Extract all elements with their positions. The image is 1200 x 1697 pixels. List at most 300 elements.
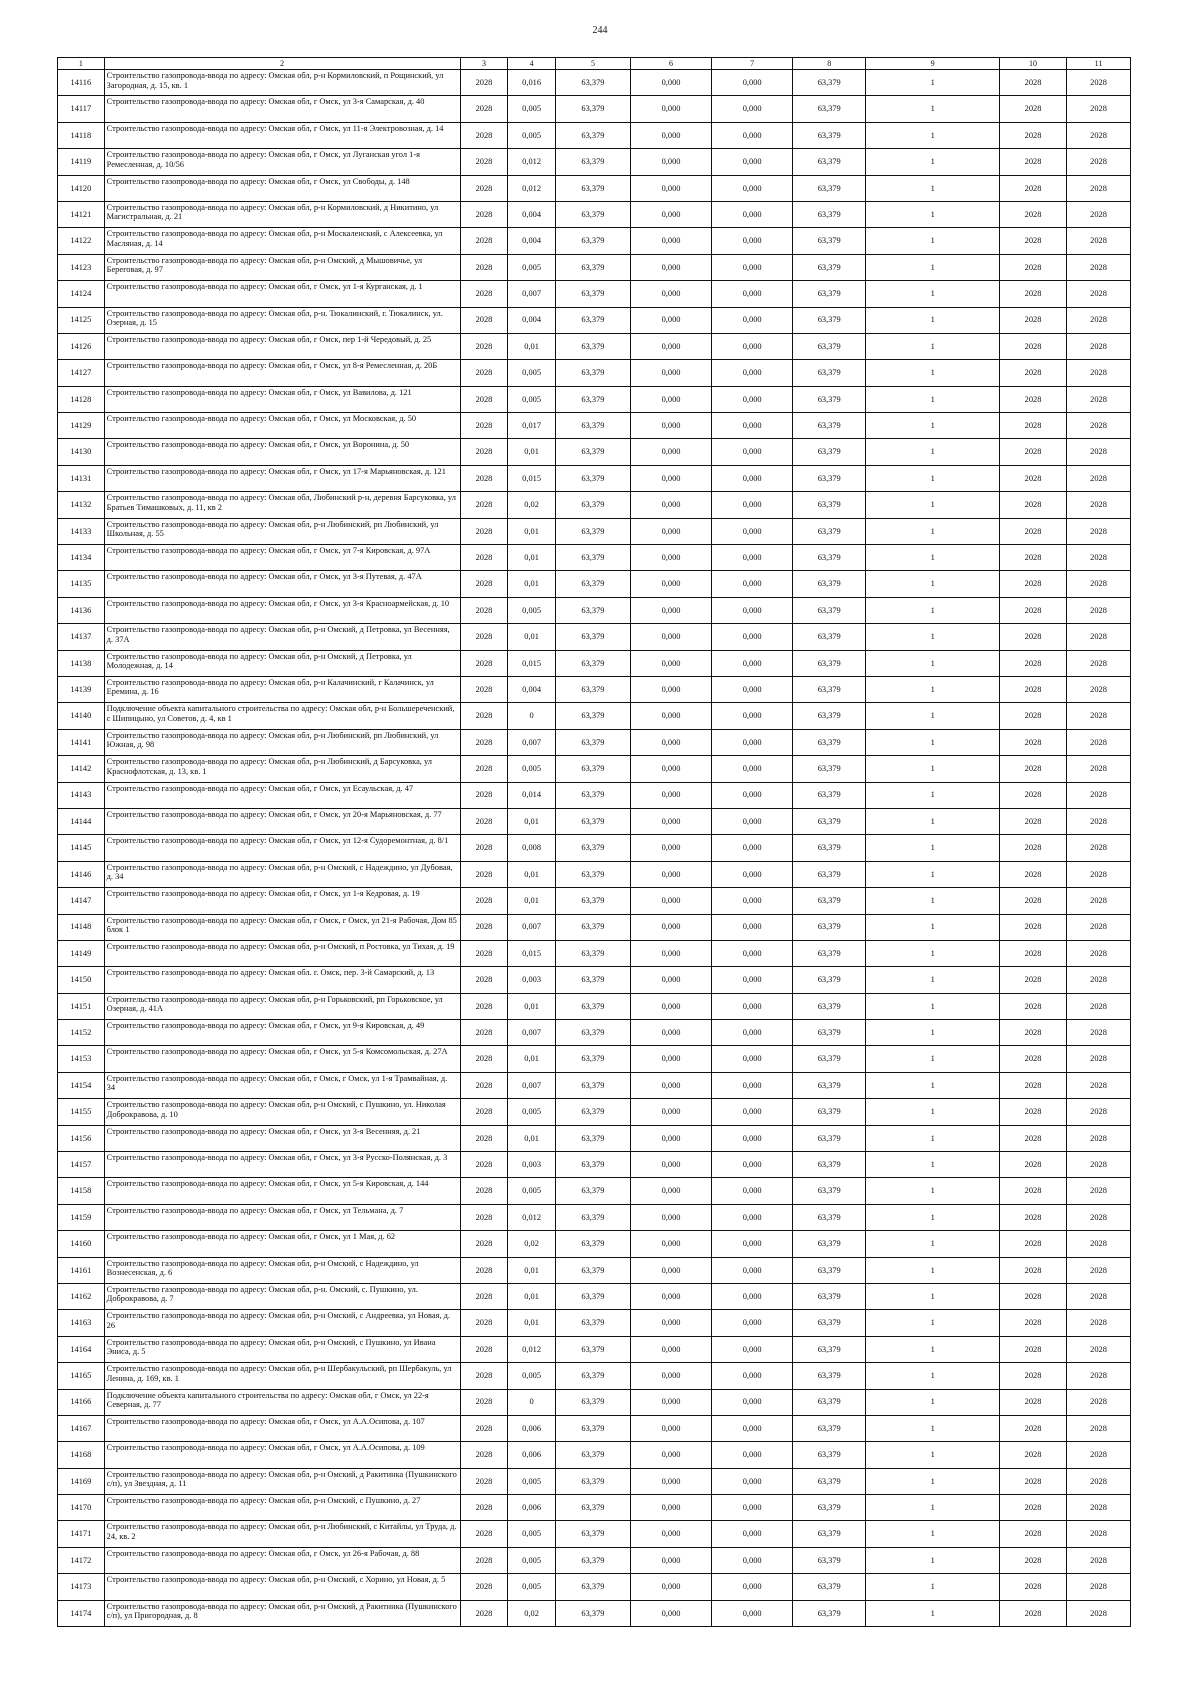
value-cell: 2028: [460, 1152, 508, 1178]
row-number-cell: 14133: [58, 518, 105, 544]
value-cell: 2028: [460, 96, 508, 122]
value-cell: 1: [866, 413, 1000, 439]
value-cell: 63,379: [555, 729, 630, 755]
value-cell: 0,000: [630, 545, 711, 571]
value-cell: 2028: [1067, 1363, 1131, 1389]
value-cell: 63,379: [793, 1231, 866, 1257]
row-number-cell: 14124: [58, 281, 105, 307]
value-cell: 0,007: [508, 1020, 556, 1046]
value-cell: 0,000: [630, 386, 711, 412]
value-cell: 1: [866, 122, 1000, 148]
value-cell: 63,379: [793, 1099, 866, 1125]
value-cell: 0,007: [508, 914, 556, 940]
description-cell: Строительство газопровода-ввода по адресу: Омская обл, р-н Любинский, рп Любинский, ул Школьная, д. 55: [104, 518, 460, 544]
value-cell: 0,008: [508, 835, 556, 861]
table-row: [58, 1389, 1131, 1415]
table-row: [58, 386, 1131, 412]
value-cell: 63,379: [555, 254, 630, 280]
value-cell: 1: [866, 1046, 1000, 1072]
value-cell: 0,02: [508, 1600, 556, 1626]
value-cell: 0,000: [630, 175, 711, 201]
value-cell: 0,000: [630, 439, 711, 465]
value-cell: 2028: [1000, 624, 1067, 650]
value-cell: 63,379: [793, 1178, 866, 1204]
value-cell: 2028: [1067, 1072, 1131, 1098]
value-cell: 1: [866, 281, 1000, 307]
value-cell: 2028: [1067, 1204, 1131, 1230]
value-cell: 0,000: [712, 1389, 793, 1415]
value-cell: 0,000: [712, 492, 793, 518]
value-cell: 0,005: [508, 1574, 556, 1600]
value-cell: 63,379: [555, 1257, 630, 1283]
value-cell: 63,379: [793, 360, 866, 386]
value-cell: 0,000: [630, 281, 711, 307]
description-cell: Строительство газопровода-ввода по адресу: Омская обл, р-н Омский, д Мышовичье, ул Береговая, д. 97: [104, 254, 460, 280]
value-cell: 2028: [460, 1178, 508, 1204]
value-cell: 2028: [460, 228, 508, 254]
value-cell: 63,379: [793, 1152, 866, 1178]
value-cell: 2028: [460, 1046, 508, 1072]
row-number-cell: 14172: [58, 1547, 105, 1573]
value-cell: 1: [866, 1257, 1000, 1283]
table-row: [58, 518, 1131, 544]
value-cell: 2028: [460, 333, 508, 359]
value-cell: 2028: [1000, 1072, 1067, 1098]
value-cell: 2028: [1000, 1574, 1067, 1600]
description-cell: Строительство газопровода-ввода по адресу: Омская обл, р-н Кормиловский, п Рощинский, ул Загородная, д. 15, кв. 1: [104, 70, 460, 96]
row-number-cell: 14125: [58, 307, 105, 333]
value-cell: 2028: [1000, 281, 1067, 307]
value-cell: 0,004: [508, 676, 556, 702]
value-cell: 2028: [1000, 1178, 1067, 1204]
value-cell: 0,01: [508, 1125, 556, 1151]
value-cell: 2028: [1000, 808, 1067, 834]
value-cell: 2028: [1067, 439, 1131, 465]
value-cell: 0,000: [712, 1415, 793, 1441]
value-cell: 2028: [1000, 1152, 1067, 1178]
value-cell: 0,012: [508, 1336, 556, 1362]
value-cell: 0,000: [712, 835, 793, 861]
value-cell: 1: [866, 1178, 1000, 1204]
description-cell: Подключение объекта капитального строительства по адресу: Омская обл, р-н Большереченский, с Шипицыно, ул Советов, д. 4, кв 1: [104, 703, 460, 729]
description-cell: Строительство газопровода-ввода по адресу: Омская обл, р-н. Тюкалинский, г. Тюкалинск, ул. Озерная, д. 15: [104, 307, 460, 333]
value-cell: 0,005: [508, 1178, 556, 1204]
value-cell: 2028: [1000, 729, 1067, 755]
value-cell: 0,000: [712, 1547, 793, 1573]
table-row: [58, 1125, 1131, 1151]
value-cell: 63,379: [555, 1099, 630, 1125]
value-cell: 2028: [1067, 624, 1131, 650]
value-cell: 2028: [460, 439, 508, 465]
value-cell: 63,379: [555, 96, 630, 122]
value-cell: 0,000: [630, 1204, 711, 1230]
row-number-cell: 14140: [58, 703, 105, 729]
value-cell: 63,379: [793, 914, 866, 940]
value-cell: 0,000: [712, 967, 793, 993]
value-cell: 1: [866, 1020, 1000, 1046]
row-number-cell: 14169: [58, 1468, 105, 1494]
description-cell: Строительство газопровода-ввода по адресу: Омская обл, р-н Омский, с Андреевка, ул Новая, д. 26: [104, 1310, 460, 1336]
table-row: [58, 545, 1131, 571]
value-cell: 0,000: [630, 1231, 711, 1257]
value-cell: 0,000: [712, 1442, 793, 1468]
value-cell: 0,000: [630, 413, 711, 439]
value-cell: 2028: [1000, 465, 1067, 491]
table-row: [58, 360, 1131, 386]
value-cell: 0,000: [712, 70, 793, 96]
value-cell: 1: [866, 149, 1000, 175]
value-cell: 1: [866, 835, 1000, 861]
table-row: [58, 1468, 1131, 1494]
value-cell: 2028: [1067, 782, 1131, 808]
description-cell: Строительство газопровода-ввода по адресу: Омская обл, г Омск, ул Вавилова, д. 121: [104, 386, 460, 412]
value-cell: 63,379: [793, 413, 866, 439]
value-cell: 2028: [460, 1574, 508, 1600]
value-cell: 0,005: [508, 360, 556, 386]
value-cell: 63,379: [793, 492, 866, 518]
value-cell: 2028: [1000, 518, 1067, 544]
value-cell: 2028: [1067, 518, 1131, 544]
table-row: [58, 333, 1131, 359]
description-cell: Строительство газопровода-ввода по адресу: Омская обл, г Омск, ул 8-я Ремесленная, д. 20Б: [104, 360, 460, 386]
column-header: 8: [793, 58, 866, 70]
table-row: [58, 1152, 1131, 1178]
value-cell: 63,379: [555, 1046, 630, 1072]
value-cell: 63,379: [555, 835, 630, 861]
value-cell: 0,000: [630, 1178, 711, 1204]
value-cell: 1: [866, 1152, 1000, 1178]
table-row: [58, 228, 1131, 254]
value-cell: 1: [866, 1363, 1000, 1389]
table-row: [58, 624, 1131, 650]
value-cell: 2028: [1067, 201, 1131, 227]
row-number-cell: 14162: [58, 1283, 105, 1309]
value-cell: 2028: [460, 703, 508, 729]
value-cell: 63,379: [793, 149, 866, 175]
value-cell: 2028: [1067, 465, 1131, 491]
value-cell: 63,379: [793, 571, 866, 597]
value-cell: 1: [866, 1600, 1000, 1626]
table-row: [58, 1231, 1131, 1257]
value-cell: 0,000: [712, 1020, 793, 1046]
value-cell: 0,01: [508, 518, 556, 544]
value-cell: 1: [866, 518, 1000, 544]
value-cell: 2028: [1000, 1204, 1067, 1230]
value-cell: 63,379: [793, 1046, 866, 1072]
row-number-cell: 14141: [58, 729, 105, 755]
value-cell: 0: [508, 1389, 556, 1415]
value-cell: 1: [866, 756, 1000, 782]
value-cell: 1: [866, 1389, 1000, 1415]
table-row: [58, 307, 1131, 333]
value-cell: 2028: [460, 597, 508, 623]
value-cell: 0,000: [712, 1152, 793, 1178]
value-cell: 0,000: [630, 228, 711, 254]
value-cell: 2028: [460, 1389, 508, 1415]
value-cell: 0,01: [508, 1046, 556, 1072]
value-cell: 1: [866, 1310, 1000, 1336]
value-cell: 0,000: [712, 729, 793, 755]
description-cell: Строительство газопровода-ввода по адресу: Омская обл, г Омск, ул Московская, д. 50: [104, 413, 460, 439]
value-cell: 0,000: [712, 914, 793, 940]
description-cell: Строительство газопровода-ввода по адресу: Омская обл, р-н Любинский, рп Любинский, ул Южная, д. 98: [104, 729, 460, 755]
description-cell: Строительство газопровода-ввода по адресу: Омская обл, р-н Омский, с Пушкино, ул. Николая Доброкравова, д. 10: [104, 1099, 460, 1125]
value-cell: 0,000: [630, 993, 711, 1019]
table-row: [58, 1072, 1131, 1098]
value-cell: 1: [866, 1204, 1000, 1230]
table-row: [58, 1600, 1131, 1626]
table-row: [58, 1547, 1131, 1573]
row-number-cell: 14122: [58, 228, 105, 254]
value-cell: 0,01: [508, 808, 556, 834]
value-cell: 0,000: [712, 386, 793, 412]
value-cell: 0,000: [712, 1310, 793, 1336]
value-cell: 0,01: [508, 624, 556, 650]
value-cell: 63,379: [555, 1072, 630, 1098]
value-cell: 63,379: [555, 175, 630, 201]
row-number-cell: 14155: [58, 1099, 105, 1125]
value-cell: 0,000: [630, 1363, 711, 1389]
table-row: [58, 1415, 1131, 1441]
value-cell: 2028: [1067, 96, 1131, 122]
description-cell: Строительство газопровода-ввода по адресу: Омская обл, р-н Калачинский, г Калачинск, ул Еремина, д. 16: [104, 676, 460, 702]
value-cell: 2028: [460, 1442, 508, 1468]
value-cell: 0,006: [508, 1495, 556, 1521]
value-cell: 63,379: [793, 756, 866, 782]
value-cell: 2028: [460, 307, 508, 333]
value-cell: 0,01: [508, 861, 556, 887]
value-cell: 2028: [1067, 1310, 1131, 1336]
value-cell: 63,379: [555, 1495, 630, 1521]
description-cell: Строительство газопровода-ввода по адресу: Омская обл, г Омск, ул 9-я Кировская, д. 49: [104, 1020, 460, 1046]
value-cell: 1: [866, 703, 1000, 729]
value-cell: 0,017: [508, 413, 556, 439]
table-row: [58, 122, 1131, 148]
value-cell: 63,379: [793, 228, 866, 254]
table-row: [58, 967, 1131, 993]
value-cell: 2028: [1067, 1020, 1131, 1046]
value-cell: 63,379: [555, 1283, 630, 1309]
value-cell: 0,000: [630, 1020, 711, 1046]
value-cell: 1: [866, 254, 1000, 280]
table-row: [58, 1178, 1131, 1204]
description-cell: Строительство газопровода-ввода по адресу: Омская обл, г Омск, ул 5-я Кировская, д. 144: [104, 1178, 460, 1204]
value-cell: 63,379: [793, 281, 866, 307]
value-cell: 2028: [460, 386, 508, 412]
value-cell: 0,000: [712, 676, 793, 702]
row-number-cell: 14147: [58, 888, 105, 914]
value-cell: 1: [866, 1521, 1000, 1547]
value-cell: 0,000: [712, 307, 793, 333]
row-number-cell: 14157: [58, 1152, 105, 1178]
value-cell: 2028: [1000, 1020, 1067, 1046]
value-cell: 2028: [1000, 1336, 1067, 1362]
value-cell: 2028: [1067, 1336, 1131, 1362]
value-cell: 0,000: [712, 518, 793, 544]
value-cell: 63,379: [555, 492, 630, 518]
value-cell: 1: [866, 571, 1000, 597]
value-cell: 2028: [1067, 940, 1131, 966]
value-cell: 2028: [460, 808, 508, 834]
value-cell: 63,379: [555, 1152, 630, 1178]
value-cell: 0,000: [630, 1310, 711, 1336]
value-cell: 2028: [460, 1231, 508, 1257]
value-cell: 2028: [1000, 96, 1067, 122]
value-cell: 0,000: [630, 888, 711, 914]
value-cell: 0,000: [630, 307, 711, 333]
value-cell: 2028: [1067, 122, 1131, 148]
table-row: [58, 281, 1131, 307]
description-cell: Строительство газопровода-ввода по адресу: Омская обл, р-н Омский, д Петровка, ул Весенняя, д. 37А: [104, 624, 460, 650]
table-row: [58, 1257, 1131, 1283]
value-cell: 2028: [1067, 386, 1131, 412]
row-number-cell: 14161: [58, 1257, 105, 1283]
value-cell: 0,000: [630, 861, 711, 887]
value-cell: 2028: [460, 1521, 508, 1547]
value-cell: 2028: [1000, 756, 1067, 782]
value-cell: 63,379: [793, 1363, 866, 1389]
value-cell: 0,000: [712, 993, 793, 1019]
value-cell: 2028: [1067, 676, 1131, 702]
value-cell: 1: [866, 1231, 1000, 1257]
value-cell: 0,005: [508, 1468, 556, 1494]
value-cell: 63,379: [793, 307, 866, 333]
description-cell: Строительство газопровода-ввода по адресу: Омская обл, г Омск, ул 3-я Самарская, д. 40: [104, 96, 460, 122]
value-cell: 0,015: [508, 940, 556, 966]
value-cell: 0,000: [712, 333, 793, 359]
value-cell: 0,000: [630, 729, 711, 755]
row-number-cell: 14151: [58, 993, 105, 1019]
value-cell: 2028: [460, 676, 508, 702]
value-cell: 0,000: [630, 703, 711, 729]
table-row: [58, 940, 1131, 966]
value-cell: 0,005: [508, 1099, 556, 1125]
description-cell: Строительство газопровода-ввода по адресу: Омская обл, г Омск, ул А.А.Осипова, д. 109: [104, 1442, 460, 1468]
value-cell: 2028: [460, 281, 508, 307]
description-cell: Строительство газопровода-ввода по адресу: Омская обл, г Омск, ул 26-я Рабочая, д. 88: [104, 1547, 460, 1573]
value-cell: 0,000: [630, 756, 711, 782]
value-cell: 1: [866, 228, 1000, 254]
table-row: [58, 439, 1131, 465]
value-cell: 2028: [1000, 1310, 1067, 1336]
value-cell: 63,379: [555, 1310, 630, 1336]
value-cell: 63,379: [555, 413, 630, 439]
column-header: 3: [460, 58, 508, 70]
table-body: [58, 70, 1131, 1627]
value-cell: 2028: [1067, 729, 1131, 755]
row-number-cell: 14143: [58, 782, 105, 808]
value-cell: 1: [866, 1336, 1000, 1362]
value-cell: 0,006: [508, 1415, 556, 1441]
value-cell: 63,379: [793, 940, 866, 966]
column-header: 4: [508, 58, 556, 70]
row-number-cell: 14134: [58, 545, 105, 571]
value-cell: 0,000: [712, 1072, 793, 1098]
value-cell: 63,379: [793, 1283, 866, 1309]
value-cell: 2028: [460, 1600, 508, 1626]
value-cell: 1: [866, 96, 1000, 122]
value-cell: 2028: [460, 518, 508, 544]
value-cell: 2028: [1000, 861, 1067, 887]
value-cell: 2028: [1067, 888, 1131, 914]
value-cell: 0,003: [508, 1152, 556, 1178]
value-cell: 0,000: [630, 149, 711, 175]
value-cell: 63,379: [555, 1521, 630, 1547]
value-cell: 0,000: [630, 1257, 711, 1283]
value-cell: 0,005: [508, 1547, 556, 1573]
page-number: 244: [592, 25, 608, 36]
description-cell: Строительство газопровода-ввода по адресу: Омская обл, г Омск, ул А.А.Осипова, д. 107: [104, 1415, 460, 1441]
value-cell: 0,01: [508, 888, 556, 914]
description-cell: Строительство газопровода-ввода по адресу: Омская обл, р-н Омский, д Ракитинка (Пушкинского с/п), ул Звездная, д. 11: [104, 1468, 460, 1494]
table-row: [58, 492, 1131, 518]
column-header: 11: [1067, 58, 1131, 70]
value-cell: 2028: [1000, 703, 1067, 729]
description-cell: Строительство газопровода-ввода по адресу: Омская обл, р-н Омский, с Надеждино, ул Вознесенская, д. 6: [104, 1257, 460, 1283]
value-cell: 63,379: [793, 888, 866, 914]
description-cell: Подключение объекта капитального строительства по адресу: Омская обл, г Омск, ул 22-я Северная, д. 77: [104, 1389, 460, 1415]
value-cell: 63,379: [793, 96, 866, 122]
value-cell: 0,000: [630, 333, 711, 359]
value-cell: 2028: [1000, 835, 1067, 861]
description-cell: Строительство газопровода-ввода по адресу: Омская обл, г Омск, ул Тельмана, д. 7: [104, 1204, 460, 1230]
value-cell: 2028: [1067, 228, 1131, 254]
value-cell: 2028: [460, 1547, 508, 1573]
value-cell: 2028: [1000, 1099, 1067, 1125]
table-row: [58, 201, 1131, 227]
value-cell: 0,000: [712, 545, 793, 571]
table-row: [58, 703, 1131, 729]
value-cell: 2028: [1000, 149, 1067, 175]
row-number-cell: 14129: [58, 413, 105, 439]
value-cell: 1: [866, 201, 1000, 227]
column-header: 10: [1000, 58, 1067, 70]
value-cell: 0,01: [508, 993, 556, 1019]
value-cell: 63,379: [793, 1600, 866, 1626]
description-cell: Строительство газопровода-ввода по адресу: Омская обл, г Омск, ул 12-я Судоремонтная, д. 8/1: [104, 835, 460, 861]
value-cell: 63,379: [793, 1574, 866, 1600]
row-number-cell: 14154: [58, 1072, 105, 1098]
value-cell: 0,000: [712, 96, 793, 122]
value-cell: 2028: [1000, 333, 1067, 359]
value-cell: 0,000: [630, 1099, 711, 1125]
column-header: 6: [630, 58, 711, 70]
row-number-cell: 14126: [58, 333, 105, 359]
description-cell: Строительство газопровода-ввода по адресу: Омская обл, р-н Горьковский, рп Горьковское, ул Озерная, д. 41А: [104, 993, 460, 1019]
value-cell: 63,379: [555, 940, 630, 966]
description-cell: Строительство газопровода-ввода по адресу: Омская обл, г Омск, ул 3-я Русско-Полянская, д. 3: [104, 1152, 460, 1178]
value-cell: 2028: [460, 465, 508, 491]
value-cell: 1: [866, 861, 1000, 887]
description-cell: Строительство газопровода-ввода по адресу: Омская обл, г Омск, ул 1-я Кедровая, д. 19: [104, 888, 460, 914]
row-number-cell: 14152: [58, 1020, 105, 1046]
value-cell: 2028: [1067, 1389, 1131, 1415]
value-cell: 2028: [1000, 360, 1067, 386]
row-number-cell: 14137: [58, 624, 105, 650]
value-cell: 0,000: [630, 782, 711, 808]
value-cell: 2028: [1067, 650, 1131, 676]
value-cell: 1: [866, 492, 1000, 518]
value-cell: 2028: [1067, 545, 1131, 571]
value-cell: 2028: [1000, 967, 1067, 993]
value-cell: 1: [866, 993, 1000, 1019]
value-cell: 1: [866, 1099, 1000, 1125]
value-cell: 1: [866, 465, 1000, 491]
value-cell: 2028: [460, 624, 508, 650]
value-cell: 0,000: [712, 413, 793, 439]
value-cell: 0,000: [712, 465, 793, 491]
value-cell: 0,000: [630, 1152, 711, 1178]
